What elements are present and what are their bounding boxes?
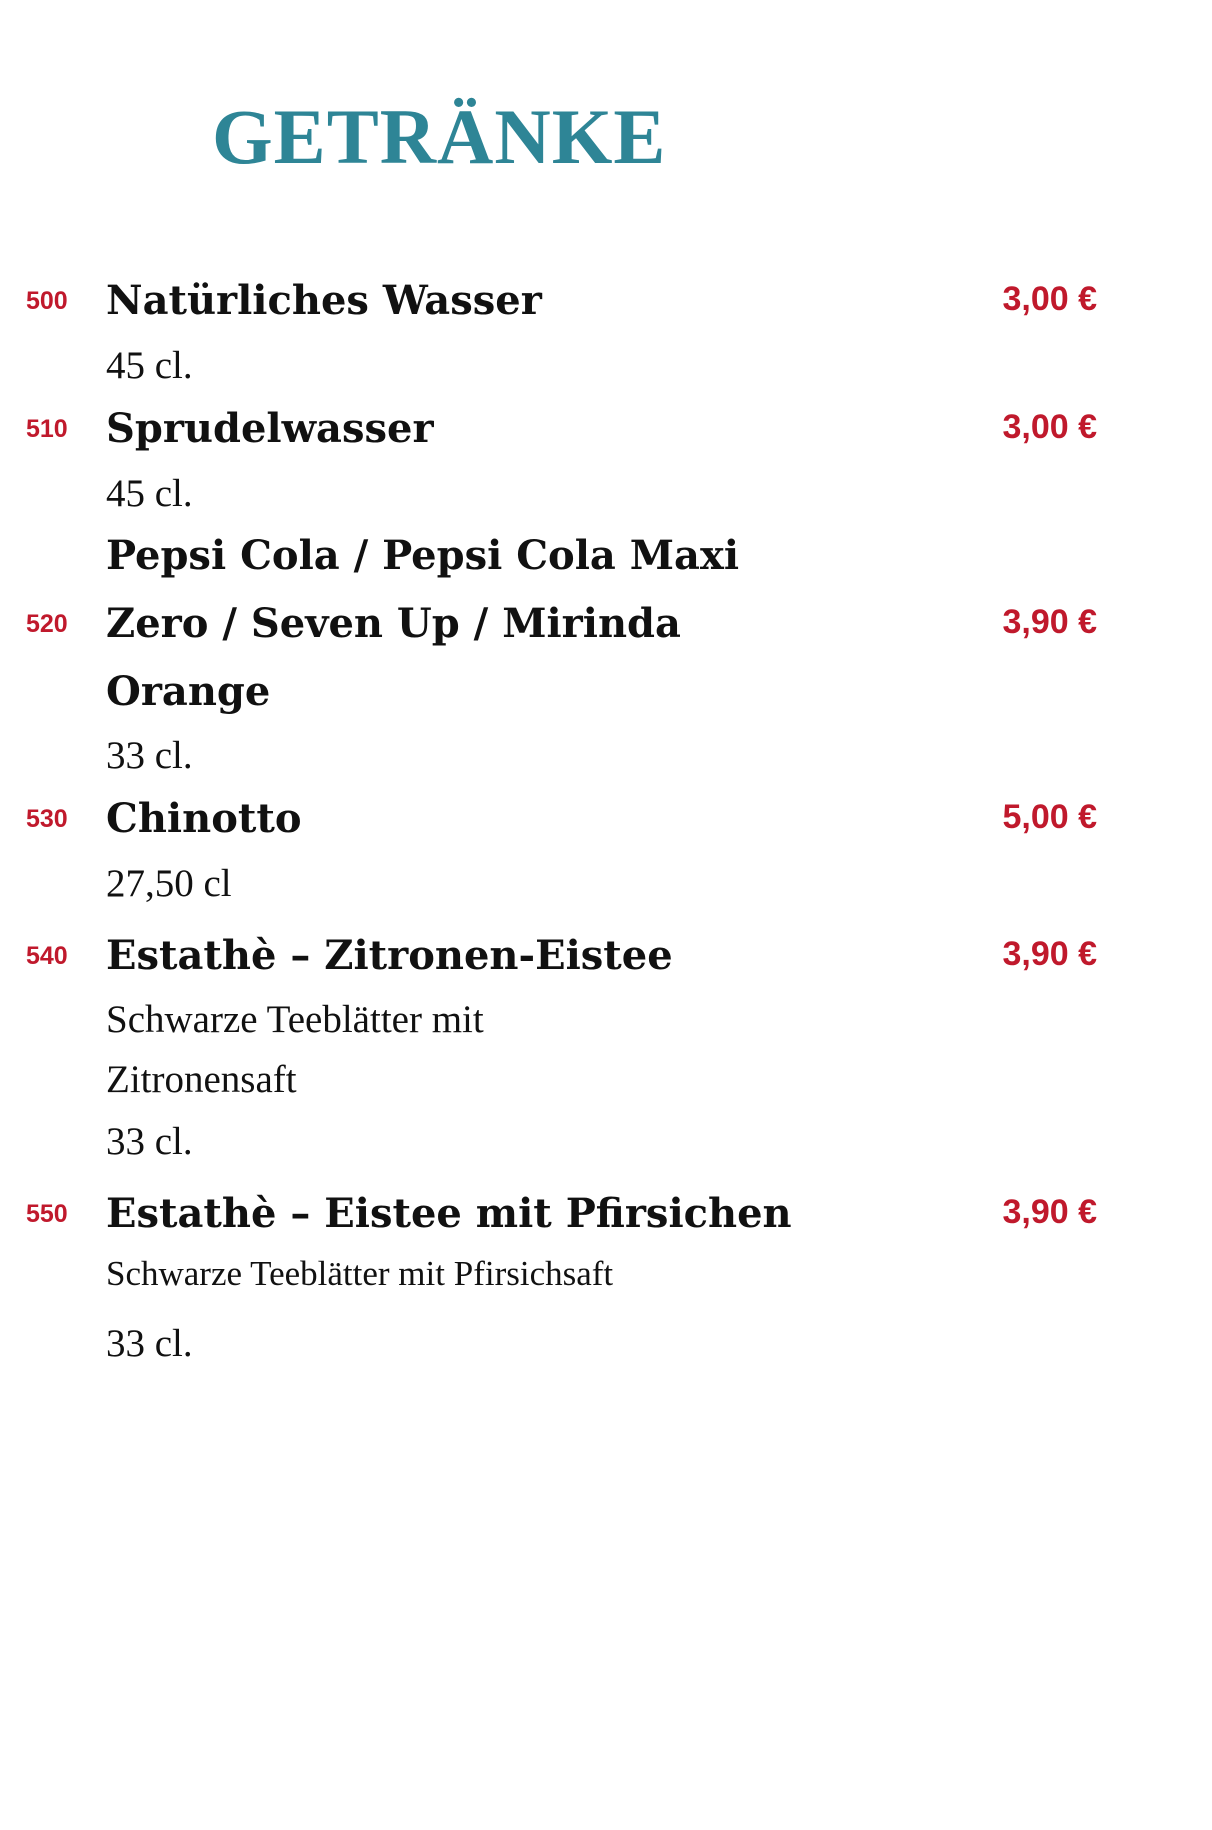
item-number: 510	[26, 415, 68, 443]
item-description: Schwarze Teeblätter mit	[106, 998, 484, 1041]
item-number: 530	[26, 805, 68, 833]
item-description: 45 cl.	[106, 344, 193, 387]
item-price: 3,90 €	[1002, 935, 1097, 973]
item-number: 500	[26, 287, 68, 315]
item-description: 33 cl.	[106, 734, 193, 777]
item-price: 3,90 €	[1002, 1193, 1097, 1231]
item-name: Zero / Seven Up / Mirinda	[106, 600, 681, 647]
item-description: 27,50 cl	[106, 862, 232, 905]
item-description: 33 cl.	[106, 1322, 193, 1365]
item-price: 3,00 €	[1002, 408, 1097, 446]
item-description: 45 cl.	[106, 472, 193, 515]
item-number: 540	[26, 942, 68, 970]
item-name: Pepsi Cola / Pepsi Cola Maxi	[106, 532, 740, 579]
item-price: 3,00 €	[1002, 280, 1097, 318]
item-price: 3,90 €	[1002, 603, 1097, 641]
item-name: Estathè – Eistee mit Pfirsichen	[106, 1190, 792, 1237]
page-title: GETRÄNKE	[212, 93, 667, 180]
item-name: Chinotto	[106, 795, 302, 842]
item-name: Orange	[106, 668, 271, 715]
item-description: 33 cl.	[106, 1120, 193, 1163]
item-name: Sprudelwasser	[106, 405, 434, 452]
item-price: 5,00 €	[1002, 798, 1097, 836]
item-number: 520	[26, 610, 68, 638]
item-name: Estathè – Zitronen-Eistee	[106, 932, 673, 979]
item-number: 550	[26, 1200, 68, 1228]
item-description: Zitronensaft	[106, 1058, 297, 1101]
item-description: Schwarze Teeblätter mit Pfirsichsaft	[106, 1254, 614, 1293]
item-name: Natürliches Wasser	[106, 277, 542, 324]
